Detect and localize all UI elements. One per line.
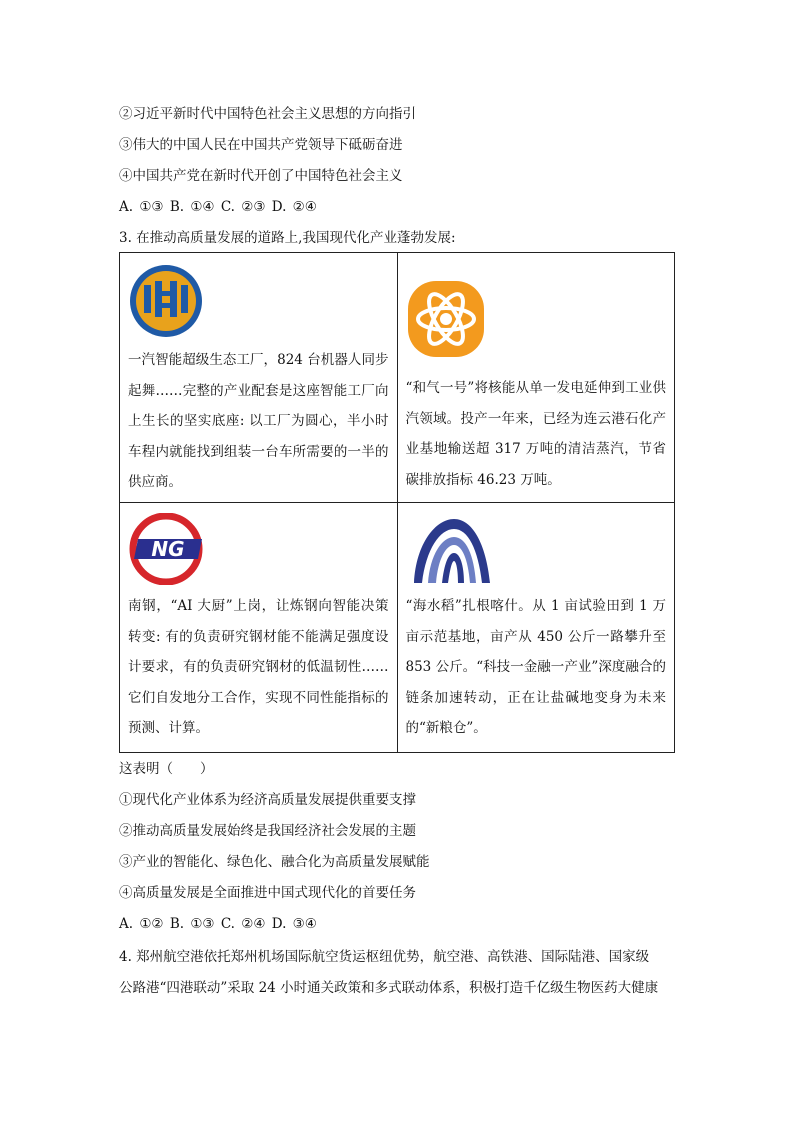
cell-faw (120, 253, 398, 503)
q3-item-3: ③产业的智能化、绿色化、融合化为高质量发展赋能 (119, 854, 430, 870)
q3-item-2: ②推动高质量发展始终是我国经济社会发展的主题 (119, 823, 416, 839)
ng-logo-text: NG (151, 537, 185, 561)
q4-line-2: 公路港“四港联动”采取 24 小时通关政策和多式联动体系，积极打造千亿级生物医药大健康 (119, 980, 659, 996)
cell-nangang (120, 503, 398, 753)
industry-table (119, 252, 675, 753)
q3-stem: 3. 在推动高质量发展的道路上,我国现代化产业蓬勃发展: (119, 230, 456, 246)
q3-options: A. ①② B. ①③ C. ②④ D. ③④ (119, 916, 317, 932)
cell-nuclear (397, 253, 675, 503)
q4-line-1: 4. 郑州航空港依托郑州机场国际航空货运枢纽优势，航空港、高铁港、国际陆港、国家级 (119, 949, 650, 965)
q3-item-4: ④高质量发展是全面推进中国式现代化的首要任务 (119, 885, 416, 901)
ng-logo-icon (128, 513, 208, 585)
cell-faw-text: 一汽智能超级生态工厂，824 台机器人同步起舞……完整的产业配套是这座智能工厂向上生长的坚实底座: 以工厂为圆心，半小时车程内就能找到组装一台车所需要的一半的供应商。 (128, 352, 389, 490)
q2-item-2: ②习近平新时代中国特色社会主义思想的方向指引 (119, 106, 416, 122)
q2-item-3: ③伟大的中国人民在中国共产党领导下砥砺奋进 (119, 137, 403, 153)
seawater-rice-logo-icon (406, 513, 492, 585)
cell-seawater-rice-text: “海水稻”扎根喀什。从 1 亩试验田到 1 万亩示范基地，亩产从 450 公斤一路攀升至 853 公斤。“科技一金融一产业”深度融合的链条加速转动，正在让盐碱地变身为未来的“新粮仓”。 (405, 598, 666, 736)
q2-item-4: ④中国共产党在新时代开创了中国特色社会主义 (119, 168, 403, 184)
q3-item-1: ①现代化产业体系为经济高质量发展提供重要支撑 (119, 792, 416, 808)
faw-logo-icon (128, 263, 204, 339)
cell-nangang-text: 南钢，“AI 大厨”上岗，让炼钢向智能决策转变: 有的负责研究钢材能不能满足强度设计要求，有的负责研究钢材的低温韧性……它们自发地分工合作，实现不同性能指标的预测、计算。 (128, 598, 389, 736)
q2-options: A. ①③ B. ①④ C. ②③ D. ②④ (119, 199, 317, 215)
nuclear-logo-icon (406, 279, 486, 359)
cell-seawater-rice (397, 503, 675, 753)
cell-nuclear-text: “和气一号”将核能从单一发电延伸到工业供汽领域。投产一年来，已经为连云港石化产业基地输送超 317 万吨的清洁蒸汽，节省碳排放指标 46.23 万吨。 (405, 380, 666, 488)
q3-prompt: 这表明（ ） (119, 761, 214, 777)
